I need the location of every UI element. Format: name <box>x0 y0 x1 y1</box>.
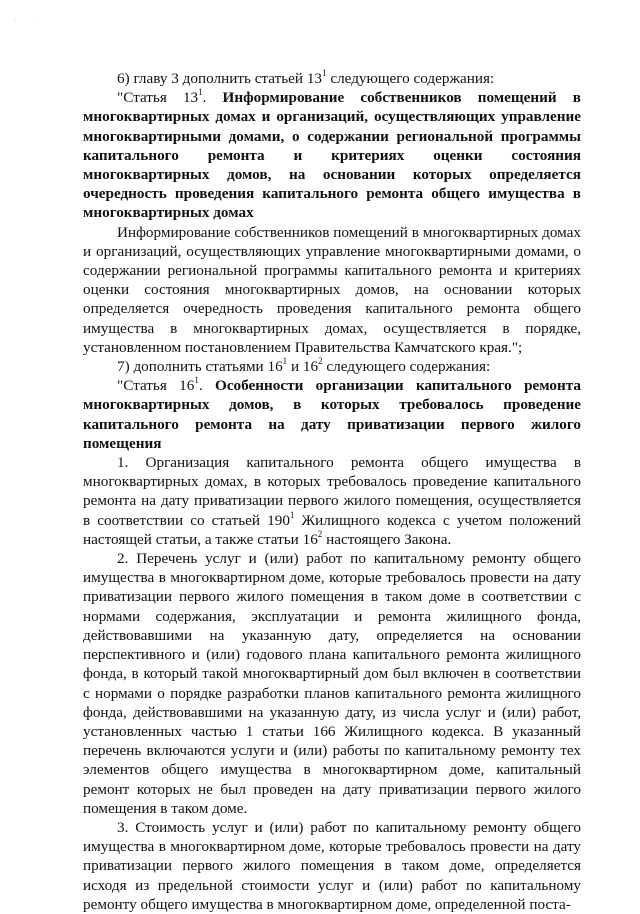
article-16-1-part-1: 1. Организация капитального ремонта общего имущества в многоквартирных домах, в которых требовалось проведение капитального ремонта на дату приватизации первого жилого помещения, осуществляется в соответствии со статьей $190^1$ Жилищного кодекса с учетом положений настоящей статьи, а также статьи $16^2$ настоящего Закона. <box>83 454 582 548</box>
article-16-1-part-3: 3. Стоимость услуг и (или) работ по капитальному ремонту общего имущества в многоквартирном доме, которые требовалось провести на дату приватизации первого жилого помещения в таком доме, определяется исходя из предельной стоимости услуг и (или) работ по капитальному ремонту общего имущества в многоквартирном доме, определенной поста- <box>83 818 581 913</box>
corner-mark: . <box>36 14 39 23</box>
article-13-1-body: Информирование собственников помещений в многоквартирных домах и организаций, осуществляющих управление многоквартирными домами, о содержании региональной программы капитального ремонта и критериях оценки состояния многоквартирных домов, на основании которых определяется очередность проведения капитального ремонта общего имущества в многоквартирных домах, осуществляется в порядке, установленном постановлением Правительства Камчатского края."; <box>83 223 581 356</box>
item-6-intro: 6) главу 3 дополнить статьей $13^1$ следующего содержания: <box>117 67 495 87</box>
article-16-1-part-2: 2. Перечень услуг и (или) работ по капитальному ремонту общего имущества в многоквартирном доме, которые требовалось провести на дату приватизации первого жилого помещения в таком доме в соответствии с нормами содержания, эксплуатации и ремонта жилищного фонда, действовавшими на указанную дату, определяется на основании перспективного и (или) годового плана капитального ремонта жилищного фонда, в который такой многоквартирный дом был включен в соответствии с нормами о порядке разработки планов капитального ремонта жилищного фонда, действовавшими на указанную дату, из числа услуг и (или) работ, установленных частью 1 статьи 166 Жилищного кодекса. В указанный перечень включаются услуги и (или) работы по капитальному ремонту тех элементов общего имущества в многоквартирном доме, капитальный ремонт которых не был проведен на дату приватизации первого жилого помещения в таком доме. <box>83 550 581 817</box>
article-16-1-heading: "Статья $16^1$. Особенности организации капитального ремонта многоквартирных домов, в которых требовалось проведение капитального ремонта на дату приватизации первого жилого помещения <box>83 375 581 452</box>
article-16-1-title: Особенности организации капитального ремонта многоквартирных домов, в которых требовалось проведение капитального ремонта на дату приватизации первого жилого помещения <box>83 377 581 452</box>
article-13-1-title: Информирование собственников помещений в многоквартирных домах и организаций, осуществляющих управление многоквартирными домами, о содержании региональной программы капитального ремонта и критериях оценки состояния многоквартирных домов, на основании которых определяется очередность проведения капитального ремонта общего имущества в многоквартирных домах <box>83 89 581 222</box>
article-13-1-heading: "Статья $13^1$. Информирование собственников помещений в многоквартирных домах и организаций, осуществляющих управление многоквартирными домами, о содержании региональной программы капитального ремонта и критериях оценки состояния многоквартирных домов, на основании которых определяется очередность проведения капитального ремонта общего имущества в многоквартирных домах <box>83 87 581 222</box>
document-text <box>83 69 581 914</box>
corner-mark: . <box>14 14 17 23</box>
item-7-intro: 7) дополнить статьями $16^1$ и $16^2$ следующего содержания: <box>117 355 491 376</box>
